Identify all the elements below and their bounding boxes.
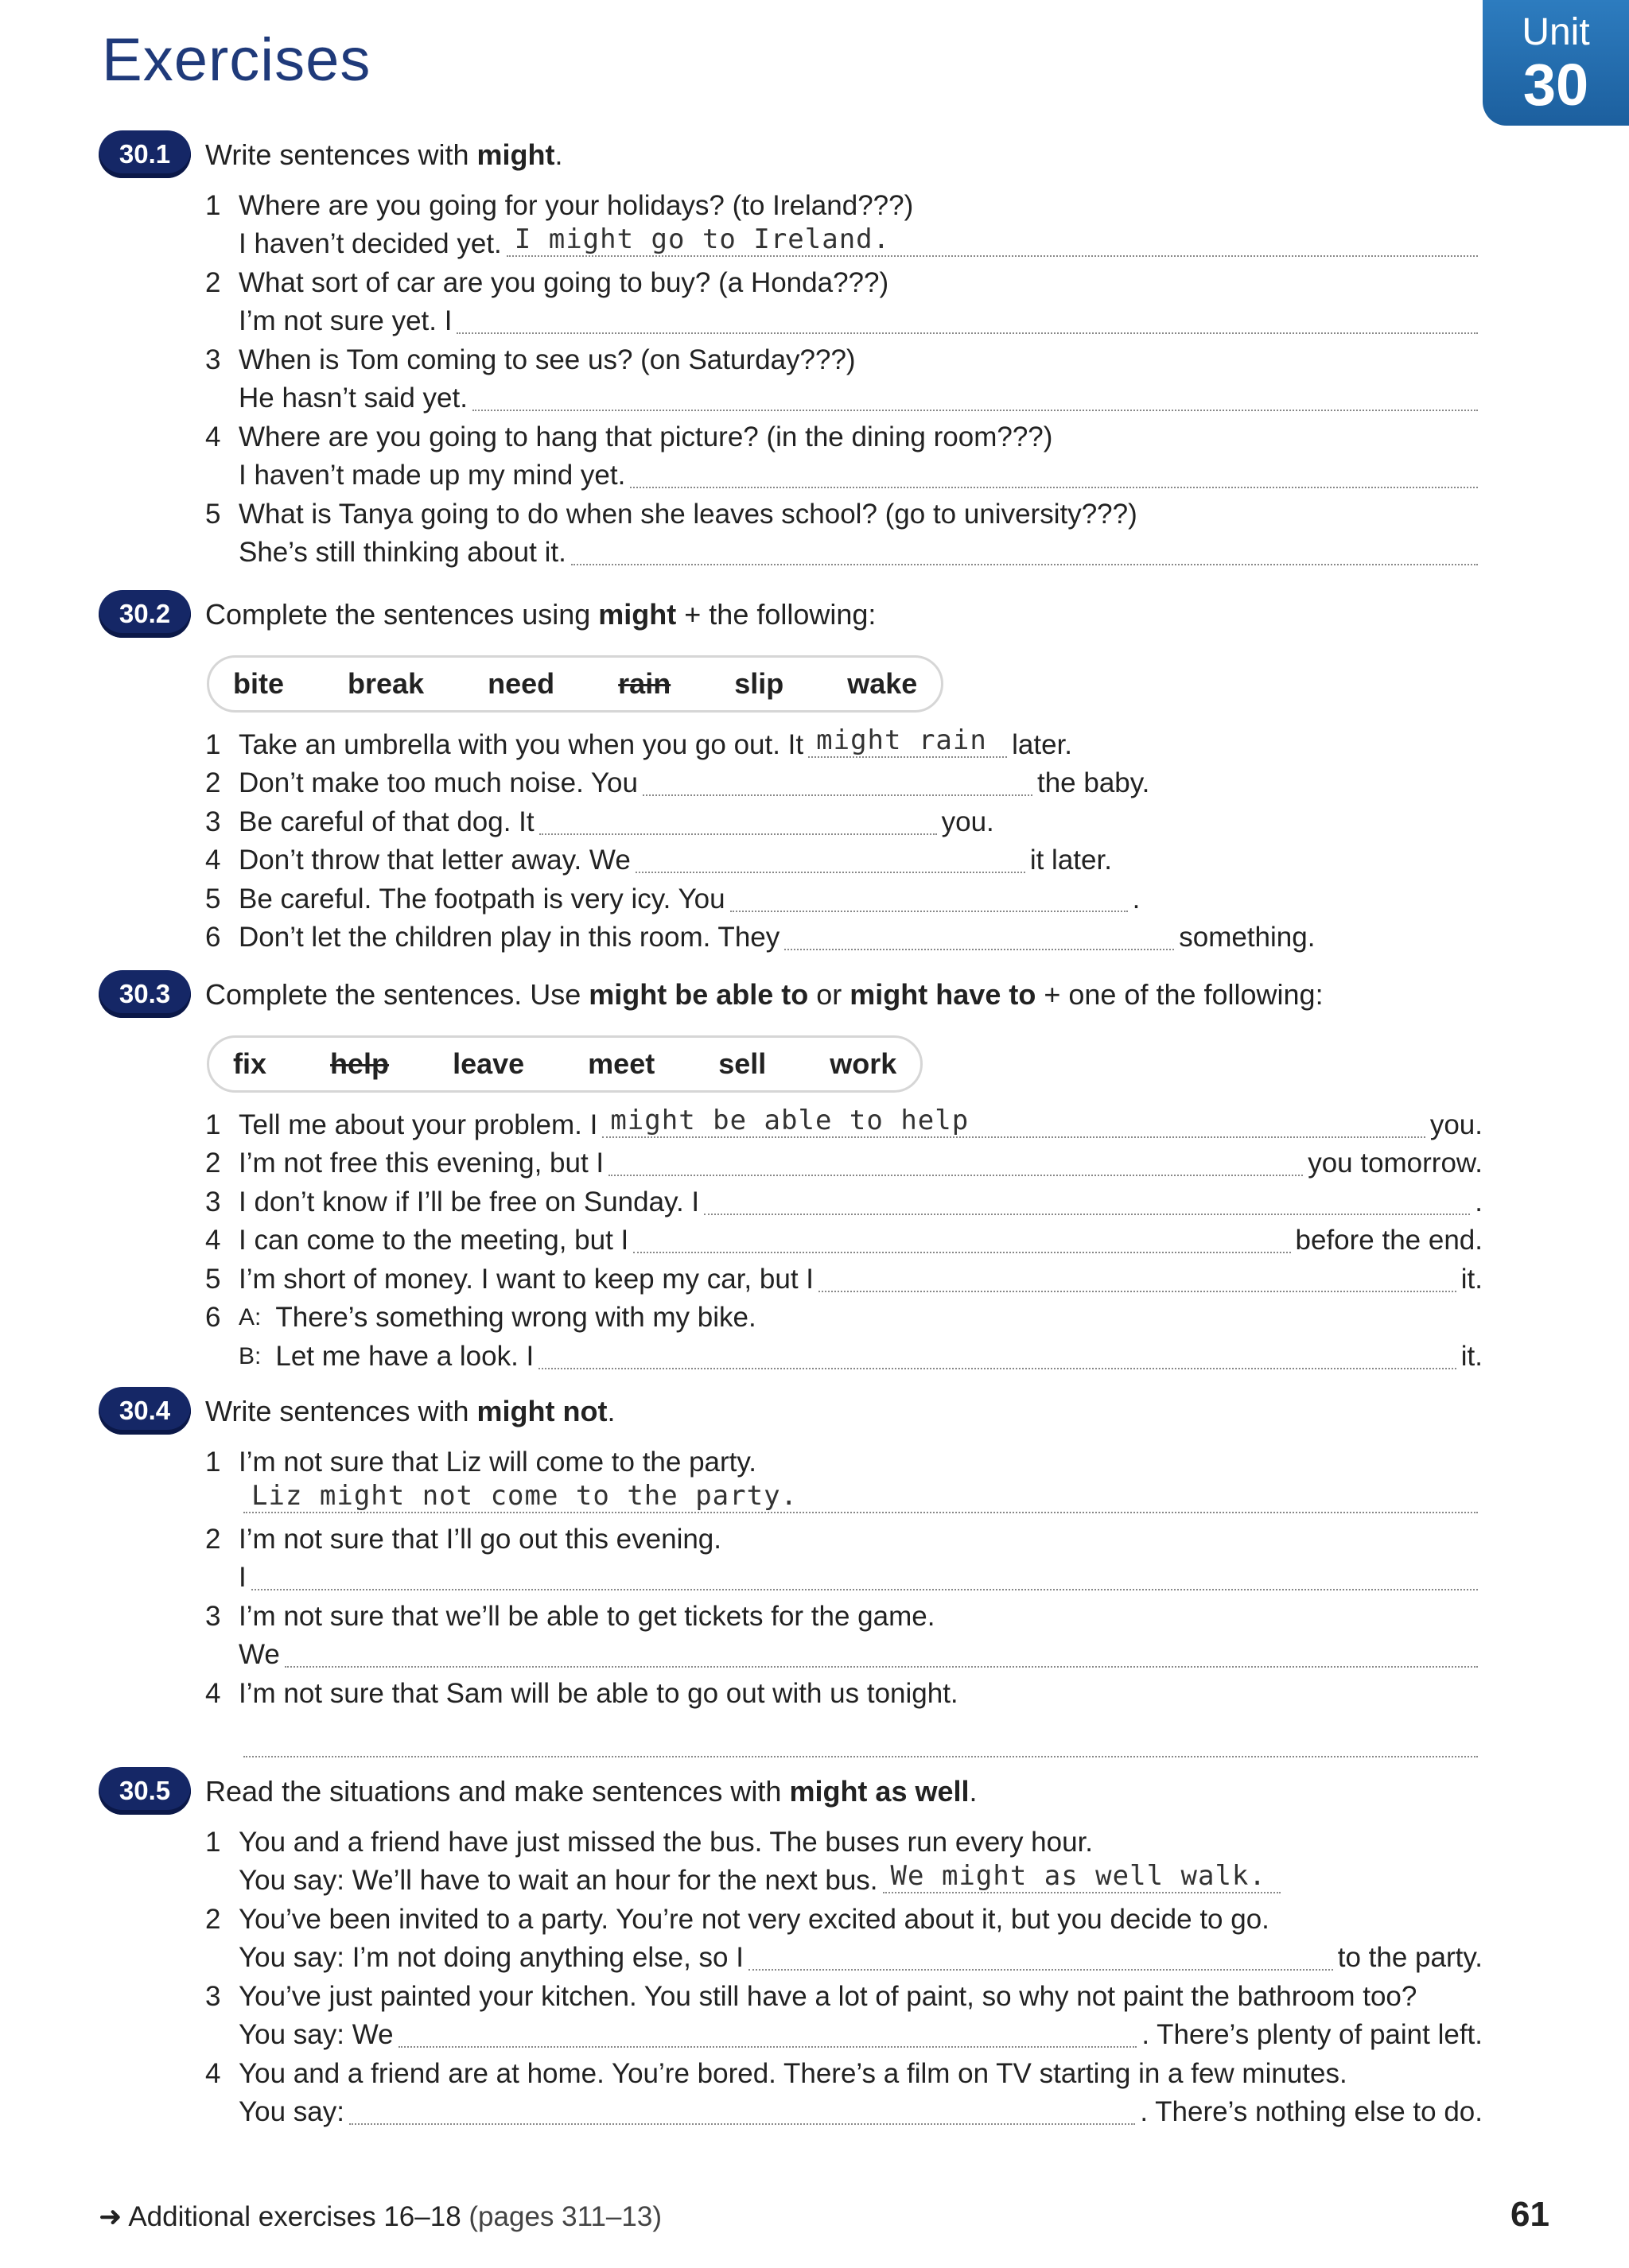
answer-blank[interactable] xyxy=(818,1260,1456,1292)
answer-blank[interactable] xyxy=(243,1726,1478,1757)
sentence-line xyxy=(99,1144,1483,1183)
word-box xyxy=(207,655,943,713)
answer-blank[interactable] xyxy=(538,1338,1456,1369)
item-number: 3 xyxy=(205,1600,221,1632)
sentence-text: There’s something wrong with my bike. xyxy=(275,1302,756,1333)
answer-blank[interactable] xyxy=(808,726,1007,758)
footer-link-text: Additional exercises 16–18 xyxy=(128,2201,461,2232)
sentence-line xyxy=(99,880,1483,918)
answer-blank[interactable] xyxy=(784,918,1174,950)
say-text: You say: We xyxy=(239,2019,394,2050)
word-option: sell xyxy=(718,1047,767,1080)
answer-blank[interactable] xyxy=(748,1939,1333,1971)
item-number: 3 xyxy=(205,1980,221,2012)
sentence-text: I’m not free this evening, but I xyxy=(239,1148,605,1179)
word-option: work xyxy=(830,1047,897,1080)
sentence-line xyxy=(99,918,1483,957)
sentence-text: Let me have a look. I xyxy=(275,1340,535,1372)
question-text: What is Tanya going to do when she leaves school? (go to university???) xyxy=(239,498,1137,530)
item-number: 3 xyxy=(205,806,221,837)
word-option: break xyxy=(348,667,425,700)
item-number: 2 xyxy=(205,1903,221,1935)
situation-text: You and a friend are at home. You’re bored. There’s a film on TV starting in a few minutes. xyxy=(239,2057,1347,2089)
sentence-end: it. xyxy=(1460,1263,1483,1295)
exercise-instruction: Complete the sentences. Use might be able to or might have to + one of the following: xyxy=(205,978,1324,1011)
answer-line xyxy=(99,1559,1483,1598)
answer-blank[interactable] xyxy=(633,1221,1290,1253)
sentence-end: you tomorrow. xyxy=(1308,1148,1483,1179)
exercise-instruction: Write sentences with might. xyxy=(205,138,563,171)
situation-text: You’ve just painted your kitchen. You still have a lot of paint, so why not paint the bathroom too? xyxy=(239,1980,1417,2012)
item-number: 4 xyxy=(205,1225,221,1256)
sentence-end: to the party. xyxy=(1337,1942,1483,1973)
item-number: 2 xyxy=(205,1523,221,1555)
answer-blank[interactable] xyxy=(883,1862,1281,1893)
word-option: leave xyxy=(453,1047,525,1080)
sentence-end: the baby. xyxy=(1036,767,1150,798)
item-number: 5 xyxy=(205,498,221,530)
sentence-line xyxy=(99,841,1483,880)
sentence-end: it. xyxy=(1460,1340,1483,1372)
answer-line xyxy=(99,1482,1483,1520)
item-number: 4 xyxy=(205,845,221,876)
item-number: 2 xyxy=(205,767,221,798)
item-number: 6 xyxy=(205,1302,221,1333)
sentence-end: before the end. xyxy=(1295,1225,1483,1256)
situation-line xyxy=(99,1977,1483,2016)
exercise-30-1 xyxy=(99,130,1483,572)
answer-line xyxy=(99,1636,1483,1675)
answer-blank[interactable] xyxy=(251,1559,1478,1590)
say-line xyxy=(99,2016,1483,2055)
answer-blank[interactable] xyxy=(730,880,1128,912)
say-text: You say: We’ll have to wait an hour for the next bus. xyxy=(239,1865,878,1896)
question-line xyxy=(99,495,1483,534)
situation-line xyxy=(99,1900,1483,1939)
additional-exercises-link[interactable] xyxy=(99,2201,662,2233)
handwritten-answer: might rain xyxy=(816,724,987,756)
sentence-text: I don’t know if I’ll be free on Sunday. I xyxy=(239,1186,700,1217)
exercise-instruction: Write sentences with might not. xyxy=(205,1395,616,1427)
exercise-instruction: Read the situations and make sentences with might as well. xyxy=(205,1775,978,1808)
item-number: 5 xyxy=(205,1263,221,1295)
answer-blank[interactable] xyxy=(539,803,937,835)
answer-prefix: I xyxy=(239,1562,247,1593)
sentence-line xyxy=(99,802,1483,841)
question-text: Where are you going to hang that picture? (in the dining room???) xyxy=(239,421,1053,452)
handwritten-answer: I might go to Ireland. xyxy=(514,223,891,255)
sentence-line xyxy=(99,725,1483,764)
sentence-end: . xyxy=(1475,1186,1483,1217)
situation-text: You and a friend have just missed the bus. The buses run every hour. xyxy=(239,1826,1094,1858)
word-option: need xyxy=(488,667,555,700)
sentence-text: Be careful. The footpath is very icy. You xyxy=(239,883,725,915)
question-text: I’m not sure that Liz will come to the party. xyxy=(239,1446,757,1478)
word-option: slip xyxy=(734,667,784,700)
word-option-crossed: help xyxy=(330,1047,390,1080)
question-text: Where are you going for your holidays? (to Ireland???) xyxy=(239,189,914,221)
word-option: bite xyxy=(233,667,285,700)
arrow-right-icon: ➜ xyxy=(99,2201,122,2232)
item-number: 4 xyxy=(205,1677,221,1709)
answer-blank[interactable] xyxy=(636,841,1025,873)
answer-blank[interactable] xyxy=(349,2093,1135,2125)
sentence-line xyxy=(99,1183,1483,1221)
sentence-line xyxy=(99,764,1483,803)
answer-blank[interactable] xyxy=(399,2016,1137,2048)
sentence-line xyxy=(99,1105,1483,1144)
speaker-label: B: xyxy=(239,1342,262,1369)
sentence-text: Be careful of that dog. It xyxy=(239,806,535,837)
answer-blank[interactable] xyxy=(630,456,1478,488)
sentence-text: Don’t make too much noise. You xyxy=(239,767,638,798)
situation-line xyxy=(99,2054,1483,2093)
answer-blank[interactable] xyxy=(285,1636,1478,1668)
sentence-text: I can come to the meeting, but I xyxy=(239,1225,629,1256)
exercise-badge: 30.4 xyxy=(99,1387,191,1435)
page-title: Exercises xyxy=(102,26,371,94)
say-line xyxy=(99,2093,1483,2132)
exercise-30-4 xyxy=(99,1387,1483,1764)
item-number: 6 xyxy=(205,922,221,953)
question-line xyxy=(99,186,1483,225)
answer-blank[interactable] xyxy=(608,1144,1303,1176)
question-text: I’m not sure that Sam will be able to go out with us tonight. xyxy=(239,1677,958,1709)
question-line xyxy=(99,1520,1483,1559)
answer-line xyxy=(99,302,1483,341)
sentence-end: . xyxy=(1132,883,1141,915)
unit-label: Unit xyxy=(1522,11,1590,53)
answer-prefix: She’s still thinking about it. xyxy=(239,537,566,568)
exercise-instruction: Complete the sentences using might + the following: xyxy=(205,598,877,631)
answer-prefix: I haven’t decided yet. xyxy=(239,228,502,259)
say-text: You say: xyxy=(239,2096,344,2127)
sentence-line xyxy=(99,1260,1483,1299)
question-line xyxy=(99,1674,1483,1713)
exercise-30-3 xyxy=(99,970,1483,1376)
sentence-end: you. xyxy=(941,806,994,837)
exercise-badge: 30.1 xyxy=(99,130,191,178)
answer-blank[interactable] xyxy=(507,225,1478,257)
page-number: 61 xyxy=(1510,2195,1549,2234)
answer-line xyxy=(99,456,1483,495)
question-line xyxy=(99,1443,1483,1482)
speaker-label: A: xyxy=(239,1304,262,1330)
sentence-text: Take an umbrella with you when you go out. It xyxy=(239,728,804,760)
answer-line xyxy=(99,534,1483,573)
sentence-text: Tell me about your problem. I xyxy=(239,1109,598,1140)
unit-tab xyxy=(1483,0,1629,126)
question-line xyxy=(99,340,1483,379)
answer-line xyxy=(99,1713,1483,1764)
dialogue-line-a xyxy=(99,1299,1483,1338)
sentence-end: . There’s plenty of paint left. xyxy=(1141,2019,1483,2050)
item-number: 3 xyxy=(205,1186,221,1217)
question-line xyxy=(99,417,1483,456)
situation-line xyxy=(99,1823,1483,1862)
answer-blank[interactable] xyxy=(243,1482,1478,1513)
handwritten-answer: might be able to help xyxy=(610,1104,970,1136)
item-number: 4 xyxy=(205,421,221,452)
answer-prefix: I’m not sure yet. I xyxy=(239,305,453,336)
answer-prefix: I haven’t made up my mind yet. xyxy=(239,460,626,491)
handwritten-answer: Liz might not come to the party. xyxy=(251,1480,799,1512)
answer-blank[interactable] xyxy=(704,1183,1470,1215)
exercise-badge: 30.5 xyxy=(99,1767,191,1815)
word-option-crossed: rain xyxy=(618,667,671,700)
answer-blank[interactable] xyxy=(571,534,1478,565)
sentence-text: Don’t let the children play in this room. They xyxy=(239,922,780,953)
question-line xyxy=(99,1597,1483,1636)
answer-blank[interactable] xyxy=(472,379,1478,411)
exercise-badge: 30.2 xyxy=(99,590,191,638)
sentence-end: . There’s nothing else to do. xyxy=(1140,2096,1483,2127)
sentence-end: you. xyxy=(1429,1109,1483,1140)
question-text: What sort of car are you going to buy? (a Honda???) xyxy=(239,266,889,298)
say-text: You say: I’m not doing anything else, so I xyxy=(239,1942,744,1973)
item-number: 1 xyxy=(205,1109,221,1140)
item-number: 1 xyxy=(205,1446,221,1478)
sentence-text: I’m short of money. I want to keep my car, but I xyxy=(239,1263,814,1295)
answer-line xyxy=(99,379,1483,418)
sentence-line xyxy=(99,1221,1483,1260)
handwritten-answer: We might as well walk. xyxy=(890,1860,1266,1892)
word-option: meet xyxy=(588,1047,655,1080)
footer-link-pages: (pages 311–13) xyxy=(468,2201,662,2232)
unit-number: 30 xyxy=(1522,52,1589,118)
exercise-30-5 xyxy=(99,1767,1483,2131)
exercise-badge: 30.3 xyxy=(99,970,191,1018)
item-number: 1 xyxy=(205,728,221,760)
item-number: 5 xyxy=(205,883,221,915)
say-line xyxy=(99,1939,1483,1978)
item-number: 2 xyxy=(205,1148,221,1179)
item-number: 4 xyxy=(205,2057,221,2089)
exercise-30-2 xyxy=(99,590,1483,957)
word-option: wake xyxy=(847,667,918,700)
sentence-text: Don’t throw that letter away. We xyxy=(239,845,631,876)
word-box xyxy=(207,1035,923,1093)
dialogue-line-b xyxy=(99,1337,1483,1376)
question-text: I’m not sure that I’ll go out this evening. xyxy=(239,1523,721,1555)
question-line xyxy=(99,263,1483,302)
answer-line xyxy=(99,225,1483,264)
answer-blank[interactable] xyxy=(643,764,1032,796)
item-number: 1 xyxy=(205,189,221,221)
word-option: fix xyxy=(233,1047,267,1080)
question-text: When is Tom coming to see us? (on Saturday???) xyxy=(239,344,856,375)
answer-prefix: We xyxy=(239,1639,280,1670)
answer-blank[interactable] xyxy=(457,302,1478,334)
sentence-end: it later. xyxy=(1029,845,1112,876)
answer-prefix: He hasn’t said yet. xyxy=(239,383,468,414)
item-number: 3 xyxy=(205,344,221,375)
question-text: I’m not sure that we’ll be able to get tickets for the game. xyxy=(239,1600,935,1632)
item-number: 1 xyxy=(205,1826,221,1858)
answer-blank[interactable] xyxy=(602,1106,1425,1138)
item-number: 2 xyxy=(205,266,221,298)
sentence-end: something. xyxy=(1179,922,1316,953)
situation-text: You’ve been invited to a party. You’re not very excited about it, but you decide to go. xyxy=(239,1903,1269,1935)
sentence-end: later. xyxy=(1012,728,1073,760)
say-line xyxy=(99,1862,1483,1901)
